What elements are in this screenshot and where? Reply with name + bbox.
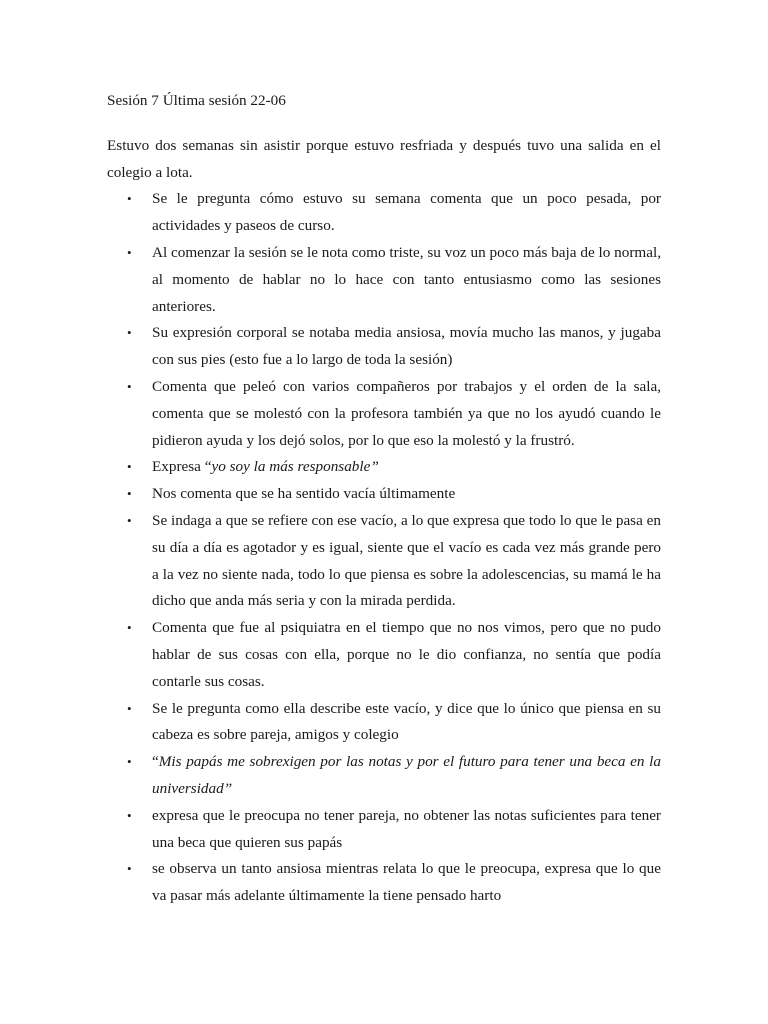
list-item-text: Su expresión corporal se notaba media ansiosa, movía mucho las manos, y jugaba con sus pies (esto fue a lo largo de toda la sesión) bbox=[152, 324, 661, 369]
bullet-icon: • bbox=[127, 700, 132, 716]
list-item bbox=[107, 615, 661, 695]
quote-text: Mis papás me sobrexigen por las notas y por el futuro para tener una beca en la universidad” bbox=[152, 753, 661, 797]
bullet-icon: • bbox=[127, 191, 132, 207]
list-item bbox=[107, 454, 661, 481]
list-item bbox=[107, 696, 661, 750]
list-item-text: expresa que le preocupa no tener pareja, no obtener las notas suficientes para tener una beca que quieren sus papás bbox=[152, 806, 661, 851]
list-item bbox=[107, 508, 661, 615]
list-item-text: se observa un tanto ansiosa mientras relata lo que le preocupa, expresa que lo que va pasar más adelante últimamente la tiene pensado harto bbox=[152, 860, 661, 905]
list-item bbox=[107, 856, 661, 910]
session-notes-list bbox=[107, 186, 661, 910]
bullet-icon: • bbox=[127, 244, 132, 260]
list-item bbox=[107, 240, 661, 320]
bullet-icon: • bbox=[127, 861, 132, 877]
list-item-text: Se indaga a que se refiere con ese vacío, a lo que expresa que todo lo que le pasa en su día a día es agotador y es igual, siente que el vacío es cada vez más grande pero a la vez no siente nada, todo lo que piensa es sobre la adolescencias, su mamá le ha dicho que anda más seria y con la mirada perdida. bbox=[152, 511, 661, 610]
document-page bbox=[107, 88, 661, 910]
bullet-icon: • bbox=[127, 754, 132, 770]
list-item-prefix: Expresa “ bbox=[152, 458, 212, 476]
bullet-icon: • bbox=[127, 486, 132, 502]
session-title: Sesión 7 Última sesión 22-06 bbox=[107, 92, 286, 109]
bullet-icon: • bbox=[127, 325, 132, 341]
bullet-icon: • bbox=[127, 620, 132, 636]
bullet-icon: • bbox=[127, 512, 132, 528]
bullet-icon: • bbox=[127, 459, 132, 475]
list-item bbox=[107, 374, 661, 454]
list-item-prefix: “ bbox=[152, 753, 159, 771]
list-item bbox=[107, 803, 661, 857]
bullet-icon: • bbox=[127, 807, 132, 823]
list-item-text: Se le pregunta como ella describe este vacío, y dice que lo único que piensa en su cabeza es sobre pareja, amigos y colegio bbox=[152, 699, 661, 744]
list-item bbox=[107, 749, 661, 803]
bullet-icon: • bbox=[127, 378, 132, 394]
intro-paragraph: Estuvo dos semanas sin asistir porque estuvo resfriada y después tuvo una salida en el colegio a lota. bbox=[107, 136, 661, 181]
list-item-text: Comenta que fue al psiquiatra en el tiempo que no nos vimos, pero que no pudo hablar de sus cosas con ella, porque no le dio confianza, no sentía que podía contarle sus cosas. bbox=[152, 619, 661, 690]
list-item-text: Comenta que peleó con varios compañeros por trabajos y el orden de la sala, comenta que se molestó con la profesora también ya que no los ayudó cuando le pidieron ayuda y los dejó solos, por lo que eso la molestó y la frustró. bbox=[152, 377, 661, 449]
list-item bbox=[107, 481, 661, 508]
list-item-text: Se le pregunta cómo estuvo su semana comenta que un poco pesada, por actividades y paseos de curso. bbox=[152, 190, 661, 235]
quote-text: yo soy la más responsable” bbox=[211, 458, 379, 476]
list-item bbox=[107, 320, 661, 374]
list-item bbox=[107, 186, 661, 240]
list-item-text: Al comenzar la sesión se le nota como triste, su voz un poco más baja de lo normal, al momento de hablar no lo hace con tanto entusiasmo como las sesiones anteriores. bbox=[152, 243, 661, 315]
list-item-text: Nos comenta que se ha sentido vacía últimamente bbox=[152, 485, 456, 503]
